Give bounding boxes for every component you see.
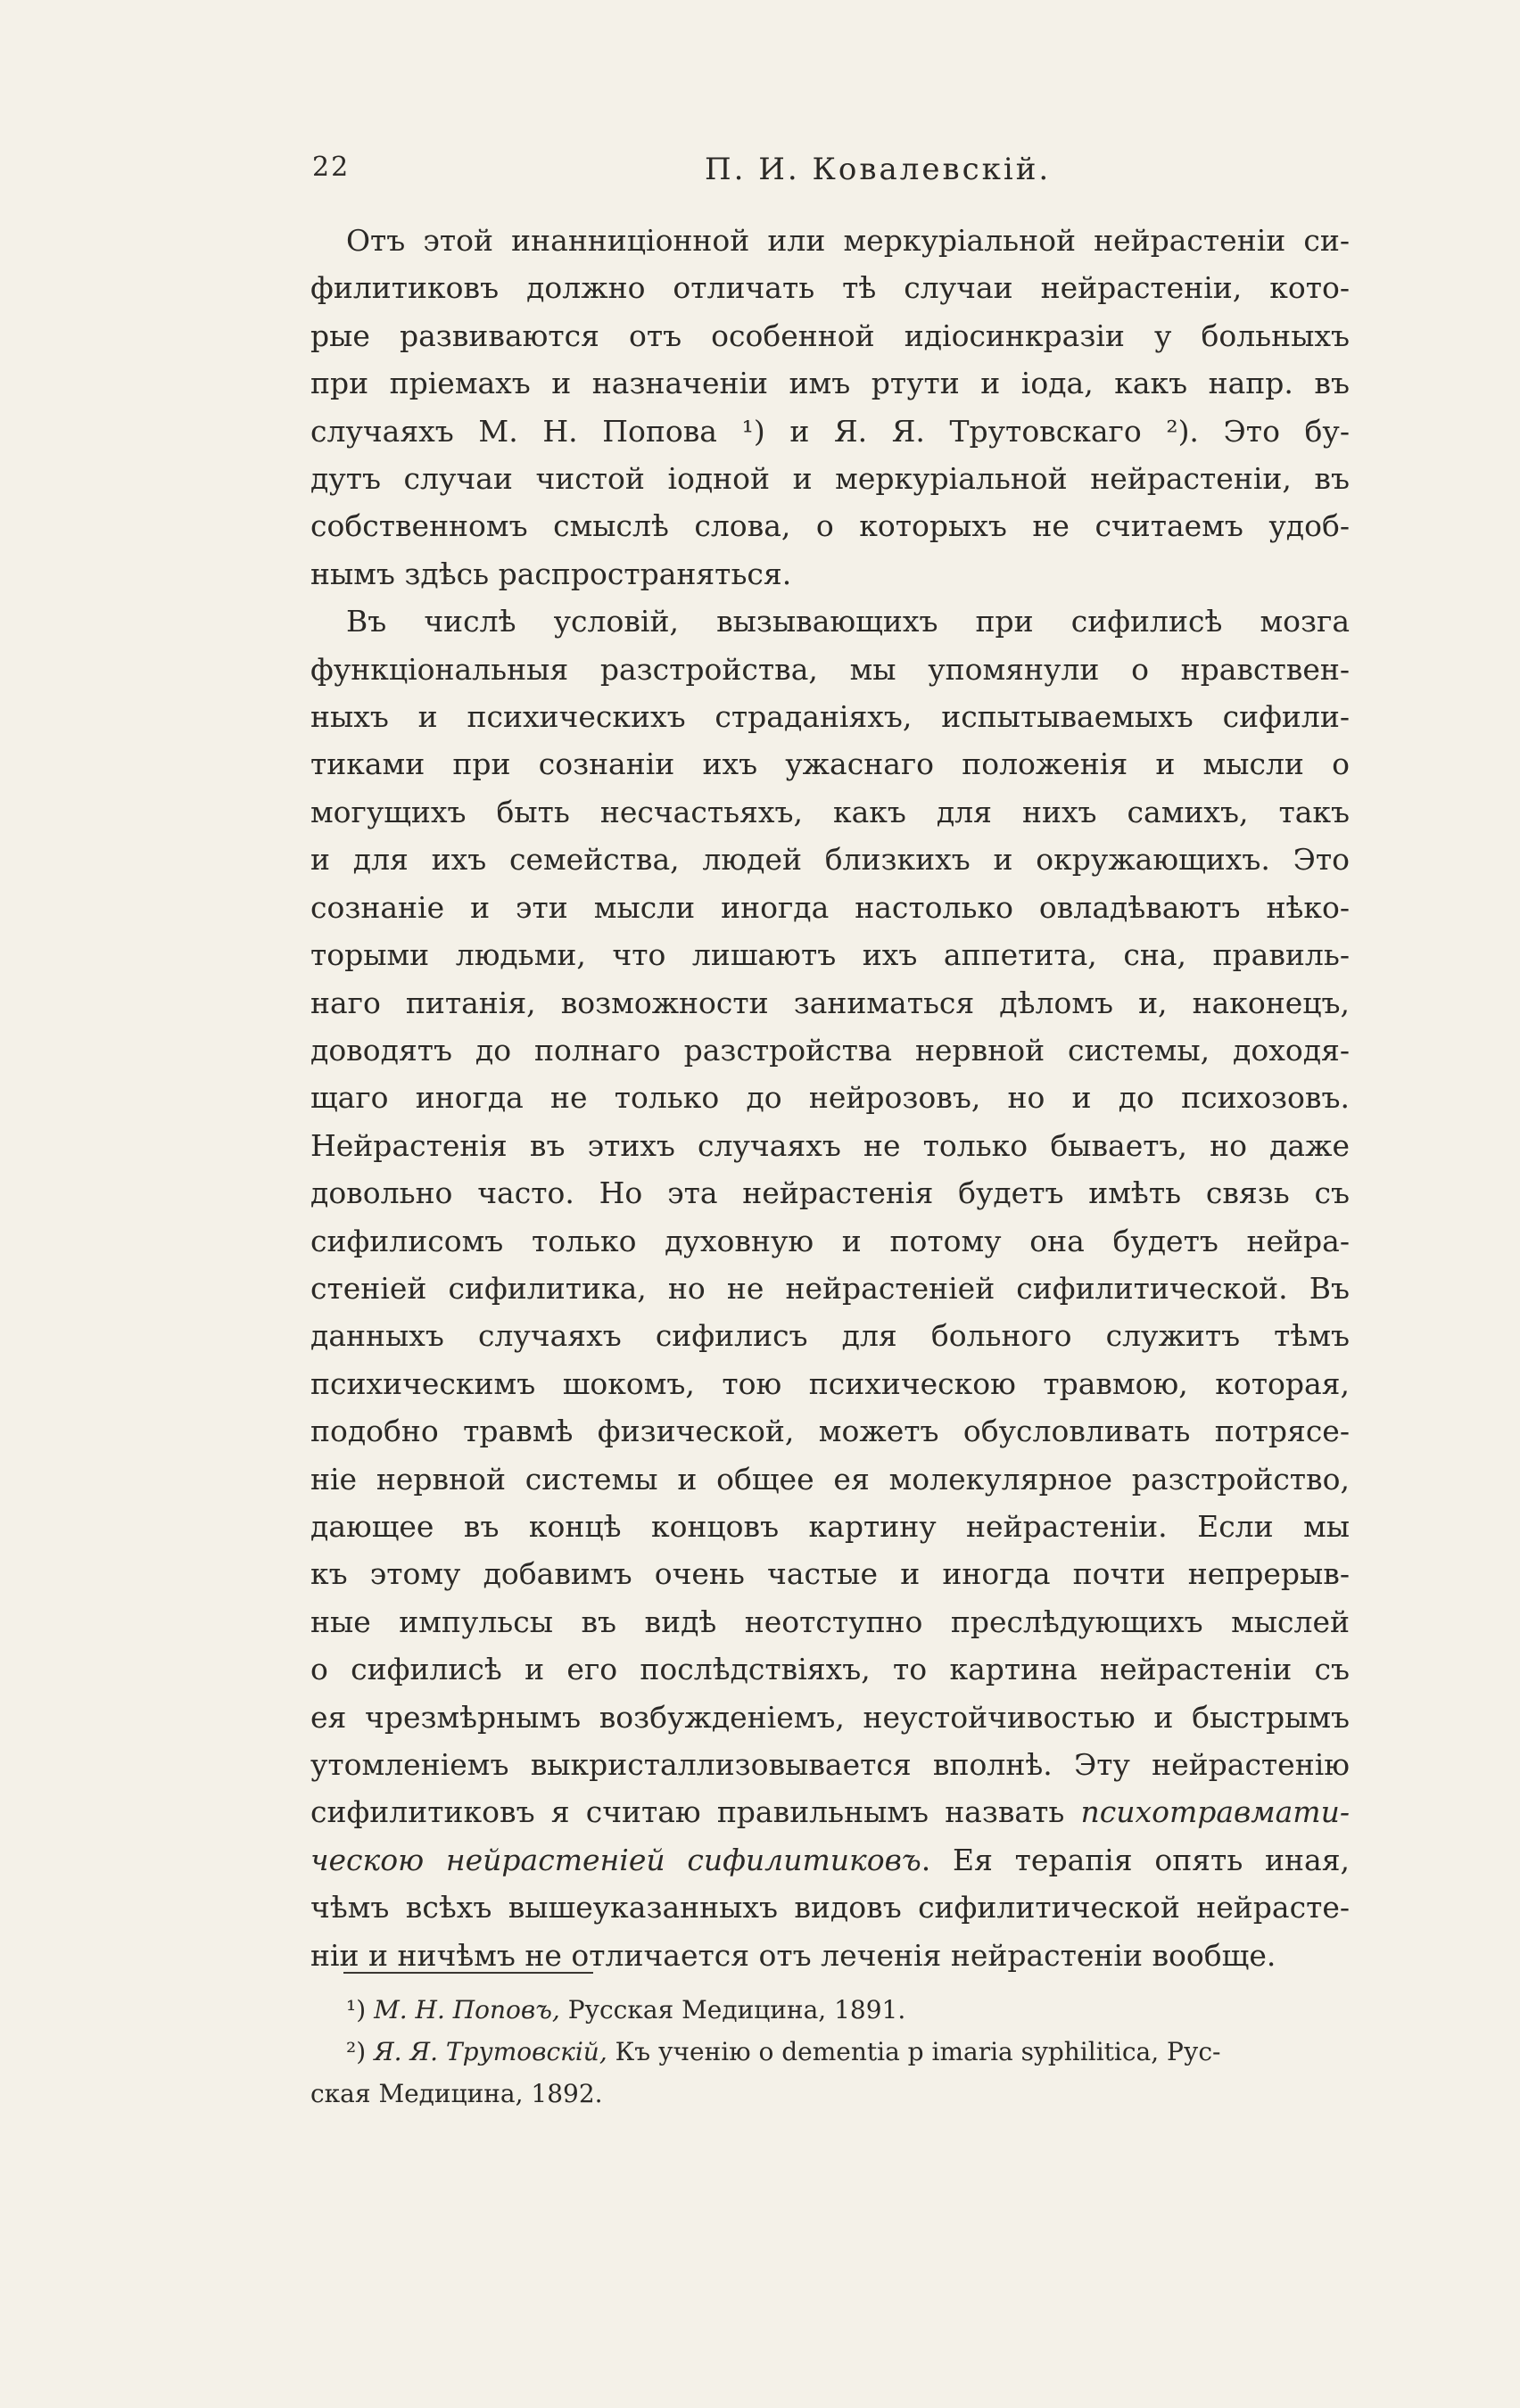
text-line: при пріемахъ и назначеніи имъ ртути и іода, какъ напр. въ: [310, 366, 1350, 401]
italic-term: психотравмати-: [1080, 1794, 1350, 1830]
text-segment: . Ея терапія опять иная,: [921, 1842, 1351, 1877]
text-line: Въ числѣ условій, вызывающихъ при сифилисѣ мозга: [346, 604, 1350, 639]
text-line: [310, 1788, 1350, 1835]
footnote-line: ская Медицина, 1892.: [310, 2079, 603, 2108]
text-line: дающее въ концѣ концовъ картину нейрастеніи. Если мы: [310, 1508, 1350, 1544]
text-line: доводятъ до полнаго разстройства нервной системы, доходя-: [310, 1032, 1350, 1068]
text-line: Отъ этой инанниціонной или меркуріальной нейрастеніи си-: [346, 223, 1350, 258]
text-line: торыми людьми, что лишаютъ ихъ аппетита, сна, правиль-: [310, 937, 1350, 973]
footnote-author: Я. Я. Трутовскій,: [374, 2037, 607, 2066]
text-line: нымъ здѣсь распространяться.: [310, 556, 792, 591]
text-line: данныхъ случаяхъ сифилисъ для больного служитъ тѣмъ: [310, 1318, 1350, 1354]
running-head: П. И. Ковалевскій.: [705, 152, 1052, 187]
text-line: ніе нервной системы и общее ея молекулярное разстройство,: [310, 1461, 1350, 1497]
text-line: о сифилисѣ и его послѣдствіяхъ, то картина нейрастеніи съ: [310, 1652, 1350, 1687]
text-line: сознаніе и эти мысли иногда настолько овладѣваютъ нѣко-: [310, 889, 1350, 925]
text-line: къ этому добавимъ очень частые и иногда почти непрерыв-: [310, 1556, 1350, 1592]
text-line: тиками при сознаніи ихъ ужаснаго положенія и мысли о: [310, 746, 1350, 782]
footnote-text: Къ ученію о dementia p imaria syphilitica, Рус-: [615, 2037, 1221, 2066]
footnote-line: [310, 1989, 1350, 2031]
text-line: дутъ случаи чистой іодной и меркуріальной нейрастеніи, въ: [310, 461, 1350, 497]
footnote-marker: ²): [346, 2037, 367, 2066]
text-line: ея чрезмѣрнымъ возбужденіемъ, неустойчивостью и быстрымъ: [310, 1699, 1350, 1735]
footnote-author: М. Н. Поповъ,: [374, 1995, 560, 2025]
footnote-1: [310, 1989, 1350, 2031]
text-line: наго питанія, возможности заниматься дѣломъ и, наконецъ,: [310, 985, 1350, 1020]
text-segment: сифилитиковъ я считаю правильнымъ назвать: [310, 1794, 1065, 1830]
text-line: подобно травмѣ физической, можетъ обусловливать потрясе-: [310, 1414, 1350, 1449]
text-line: щаго иногда не только до нейрозовъ, но и до психозовъ.: [310, 1080, 1350, 1116]
footnote-line: [310, 2031, 1350, 2073]
text-line: ныхъ и психическихъ страданіяхъ, испытываемыхъ сифили-: [310, 699, 1350, 735]
page-number: 22: [312, 152, 351, 183]
text-line: собственномъ смыслѣ слова, о которыхъ не считаемъ удоб-: [310, 508, 1350, 544]
footnote-text: Русская Медицина, 1891.: [567, 1995, 906, 2025]
footnote-2: [310, 2031, 1350, 2115]
text-line: ные импульсы въ видѣ неотступно преслѣдующихъ мыслей: [310, 1604, 1350, 1639]
body-text: [310, 217, 1350, 1979]
text-line: филитиковъ должно отличать тѣ случаи нейрастеніи, кото-: [310, 270, 1350, 306]
text-line: ніи и ничѣмъ не отличается отъ леченія нейрастеніи вообще.: [310, 1937, 1276, 1973]
text-line: рые развиваются отъ особенной идіосинкразіи у больныхъ: [310, 317, 1350, 353]
text-line: сифилисомъ только духовную и потому она будетъ нейра-: [310, 1223, 1350, 1258]
text-line: Нейрастенія въ этихъ случаяхъ не только бываетъ, но даже: [310, 1127, 1350, 1163]
text-line: утомленіемъ выкристаллизовывается вполнѣ. Эту нейрастенію: [310, 1747, 1350, 1782]
footnote-marker: ¹): [346, 1995, 367, 2025]
footnote-rule: [343, 1972, 593, 1974]
text-line: психическимъ шокомъ, тою психическою травмою, которая,: [310, 1365, 1350, 1401]
text-line: стеніей сифилитика, но не нейрастеніей сифилитической. Въ: [310, 1270, 1350, 1306]
footnotes: [310, 1989, 1350, 2115]
paragraph-1: [310, 217, 1350, 598]
text-line: функціональныя разстройства, мы упомянули о нравствен-: [310, 651, 1350, 687]
page-header: [312, 152, 1347, 196]
text-line: случаяхъ М. Н. Попова ¹) и Я. Я. Трутовскаго ²). Это бу-: [310, 413, 1350, 449]
text-line: могущихъ быть несчастьяхъ, какъ для нихъ самихъ, такъ: [310, 794, 1350, 829]
text-line: чѣмъ всѣхъ вышеуказанныхъ видовъ сифилитической нейрасте-: [310, 1890, 1350, 1926]
text-line: довольно часто. Но эта нейрастенія будетъ имѣть связь съ: [310, 1175, 1350, 1211]
paragraph-2: [310, 598, 1350, 1979]
text-line: [310, 1836, 1350, 1884]
text-line: и для ихъ семейства, людей близкихъ и окружающихъ. Это: [310, 842, 1350, 878]
italic-term: ческою нейрастеніей сифилитиковъ: [310, 1842, 921, 1877]
